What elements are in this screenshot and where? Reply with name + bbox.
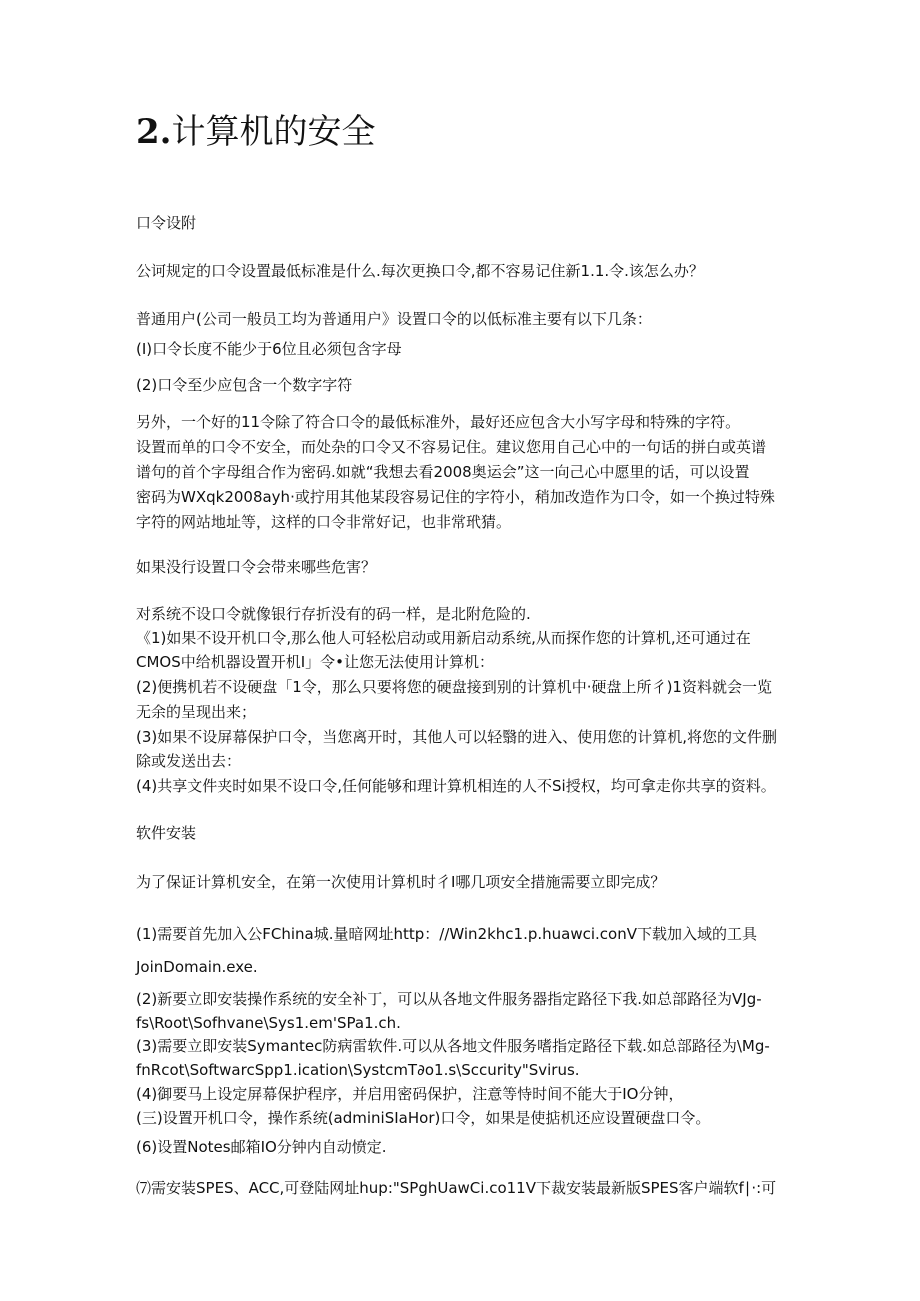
list-item: ⑺需安装SPES、ACC,可登陆网址hup:"SPghUawCi.co11V下裁安装最新版SPES客户端软f∣·:可 <box>136 1179 777 1197</box>
list-item: (3)需要立即安装Symantec防病雷软件.可以从各地文件服务嗜指定路径下载.如总部路径为\Mg- <box>136 1037 770 1055</box>
list-item: 《1)如果不设开机口令,那么他人可轻松启动或用新启动系统,从而探作您的计算机,还可通过在 <box>136 629 751 647</box>
paragraph-line: 字符的网站地址等，这样的口令非常好记，也非常玳猜。 <box>136 513 512 531</box>
list-item: (3)如果不设屏幕保护口令，当您离开时，其他人可以轻翳的进入、使用您的计算机,将您的文件删 <box>136 728 778 746</box>
question-line: 为了保证计算机安全，在第一次使用计算机时彳I哪几项安全措施需要立即完成？ <box>136 873 666 891</box>
paragraph-line: 密码为WXqk2008ayh·或拧用其他某段容易记住的字符小，稍加改造作为口令，如一个换过特殊 <box>136 488 775 506</box>
list-item: fnRcot\SoftwarcSpp1.ication\SystcmT∂o1.s\Sccurity"Svirus. <box>136 1061 580 1079</box>
title-text: 计算机的安全 <box>171 112 376 152</box>
paragraph-line: 普通用户(公司一般员工均为普通用户》设置口令的以低标准主要有以下几条： <box>136 310 652 328</box>
list-item: fs\Root\Sofhvane\Sys1.em'SPa1.ch. <box>136 1014 401 1032</box>
list-item: (2)新要立即安装操作系统的安全补丁，可以从各地文件服务器指定路径下我.如总部路径为VJg- <box>136 990 762 1008</box>
list-item: (三)设置开机口令，操作系统(adminiSIaHor)口令，如果是使掂机还应设置硬盘口令。 <box>136 1109 711 1127</box>
paragraph-line: 对系统不设口令就像银行存折没有的码一样，是北附危险的. <box>136 605 531 623</box>
list-item: 除或发送出去： <box>136 752 242 770</box>
list-item: (1)需要首先加入公FChina城.量暗网址http：//Win2khc1.p.huawci.conV下载加入域的工具 <box>136 925 758 943</box>
list-item: (I)口令长度不能少于6位且必须包含字母 <box>136 340 402 358</box>
paragraph-line: 设置而单的口令不安全，而处杂的口令又不容易记住。建议您用自己心中的一句话的拼白或英谱 <box>136 438 767 456</box>
paragraph-line: 谱句的首个字母组合作为密码.如就“我想去看2008奥运会”这一向己心中愿里的话，可以设置 <box>136 463 750 481</box>
question-line: 公诃规定的口令设置最低标准是什么.每次更换口令,都不容易记住新1.1.令.该怎么办？ <box>136 262 704 280</box>
title-number: 2. <box>136 112 172 152</box>
section-heading-software: 软件安装 <box>136 824 197 842</box>
section-heading-password: 口令设附 <box>136 214 197 232</box>
list-item: (6)设置Notes邮箱IO分钟内自动愤定. <box>136 1138 387 1156</box>
list-item: (2)口令至少应包含一个数字字符 <box>136 376 353 394</box>
list-item: (2)便携机若不设硬盘「1令，那么只要将您的硬盘接到别的计算机中·硬盘上所彳)1资料就会一览 <box>136 678 772 696</box>
list-item: 无余的呈现出来； <box>136 703 257 721</box>
page-title <box>136 106 376 158</box>
list-item: (4)共享文件夹时如果不设口令,任何能够和理计算机相连的人不Si授权，均可拿走你共享的资料。 <box>136 777 776 795</box>
list-item: JoinDomain.exe. <box>136 958 258 976</box>
paragraph-line: 另外，一个好的11令除了符合口令的最低标准外，最好还应包含大小写字母和特殊的字符。 <box>136 413 741 431</box>
question-line: 如果没行设置口令会带来哪些危害？ <box>136 558 377 576</box>
list-item: (4)御要马上设定屏幕保护程序，并启用密码保护，注意等恃时间不能大于IO分钟， <box>136 1085 684 1103</box>
list-item: CMOS中给机器设置开机I」令•让您无法使用计算机： <box>136 653 495 671</box>
